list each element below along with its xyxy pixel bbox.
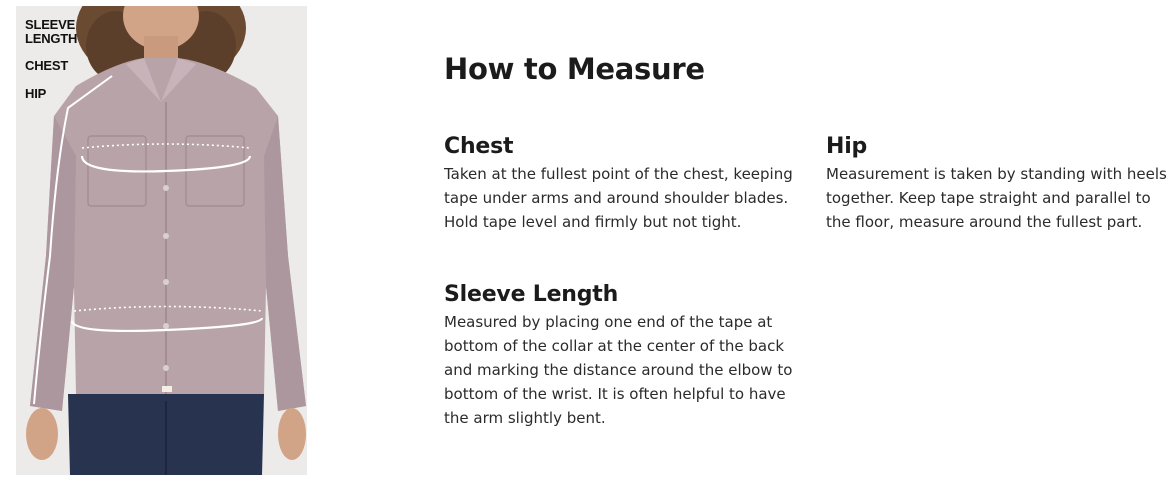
legend-chest: CHEST <box>25 58 69 73</box>
left-hand-shape <box>26 408 58 460</box>
hip-heading: Hip <box>826 134 868 159</box>
sleeve-length-description: Measured by placing one end of the tape at bottom of the collar at the center of the back and marking the distance around the elbow to bottom of the wrist. It is often helpful to have the arm slightly bent. <box>444 313 793 427</box>
measurement-guide-image <box>16 6 307 475</box>
hip-section <box>826 134 1171 234</box>
legend-hip: HIP <box>25 86 47 101</box>
measurement-legend <box>25 18 79 101</box>
sleeve-length-heading: Sleeve Length <box>444 282 619 307</box>
hip-description: Measurement is taken by standing with heels together. Keep tape straight and parallel to the floor, measure around the fullest part. <box>826 165 1167 231</box>
right-hand-shape <box>278 408 306 460</box>
page-title: How to Measure <box>444 52 705 86</box>
chest-section <box>444 134 794 234</box>
chest-description: Taken at the fullest point of the chest, keeping tape under arms and around shoulder blades. Hold tape level and firmly but not tight. <box>444 165 793 231</box>
legend-sleeve-length: SLEEVE LENGTH <box>25 17 78 46</box>
chest-heading: Chest <box>444 134 514 159</box>
sleeve-length-section <box>444 282 804 430</box>
